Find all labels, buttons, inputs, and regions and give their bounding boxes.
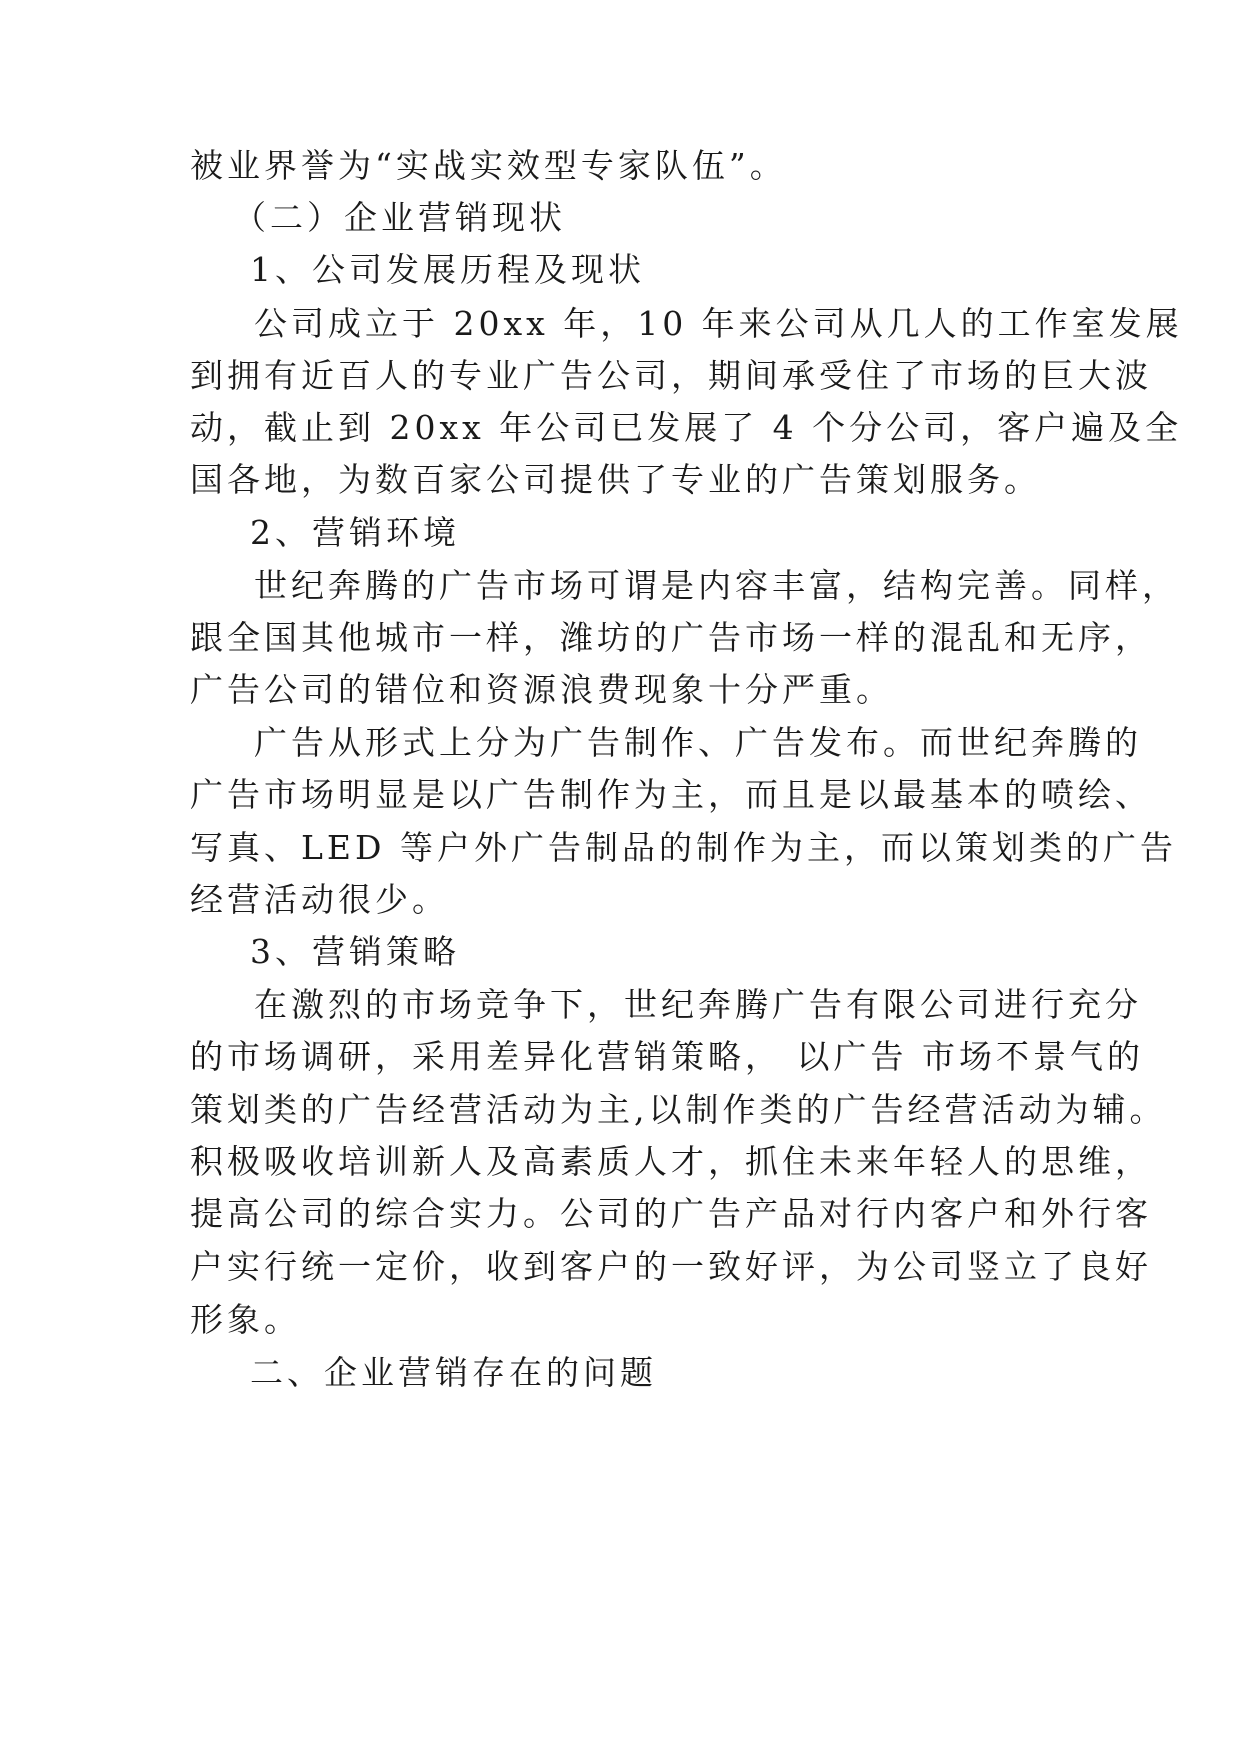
paragraph-line: 经营活动很少。 — [190, 880, 449, 919]
paragraph-line: 积极吸收培训新人及高素质人才，抓住未来年轻人的思维， — [190, 1142, 1152, 1181]
subsection-heading: 2、营销环境 — [250, 513, 460, 552]
paragraph-line: 写真、LED 等户外广告制品的制作为主，而以策划类的广告 — [190, 828, 1177, 867]
paragraph-line: 广告从形式上分为广告制作、广告发布。而世纪奔腾的 — [254, 723, 1142, 762]
paragraph-line: 的市场调研，采用差异化营销策略， 以广告 市场不景气的 — [190, 1037, 1144, 1076]
section-heading: （二）企业营销现状 — [233, 198, 566, 237]
paragraph-line: 形象。 — [190, 1300, 301, 1339]
paragraph-line: 策划类的广告经营活动为主,以制作类的广告经营活动为辅。 — [190, 1090, 1167, 1129]
paragraph-line: 国各地，为数百家公司提供了专业的广告策划服务。 — [190, 460, 1041, 499]
paragraph-line: 动，截止到 20xx 年公司已发展了 4 个分公司，客户遍及全 — [190, 408, 1183, 447]
subsection-heading: 1、公司发展历程及现状 — [250, 250, 645, 289]
paragraph-line: 被业界誉为“实战实效型专家队伍”。 — [190, 146, 787, 185]
paragraph-line: 在激烈的市场竞争下，世纪奔腾广告有限公司进行充分 — [254, 985, 1142, 1024]
chapter-heading: 二、企业营销存在的问题 — [250, 1353, 657, 1392]
paragraph-line: 公司成立于 20xx 年，10 年来公司从几人的工作室发展 — [254, 304, 1183, 343]
paragraph-line: 提高公司的综合实力。公司的广告产品对行内客户和外行客 — [190, 1194, 1152, 1233]
paragraph-line: 到拥有近百人的专业广告公司，期间承受住了市场的巨大波 — [190, 356, 1152, 395]
paragraph-line: 户实行统一定价，收到客户的一致好评，为公司竖立了良好 — [190, 1247, 1152, 1286]
paragraph-line: 广告公司的错位和资源浪费现象十分严重。 — [190, 670, 893, 709]
paragraph-line: 世纪奔腾的广告市场可谓是内容丰富，结构完善。同样， — [254, 566, 1179, 605]
subsection-heading: 3、营销策略 — [250, 932, 460, 971]
paragraph-line: 跟全国其他城市一样，潍坊的广告市场一样的混乱和无序， — [190, 618, 1152, 657]
paragraph-line: 广告市场明显是以广告制作为主，而且是以最基本的喷绘、 — [190, 775, 1152, 814]
